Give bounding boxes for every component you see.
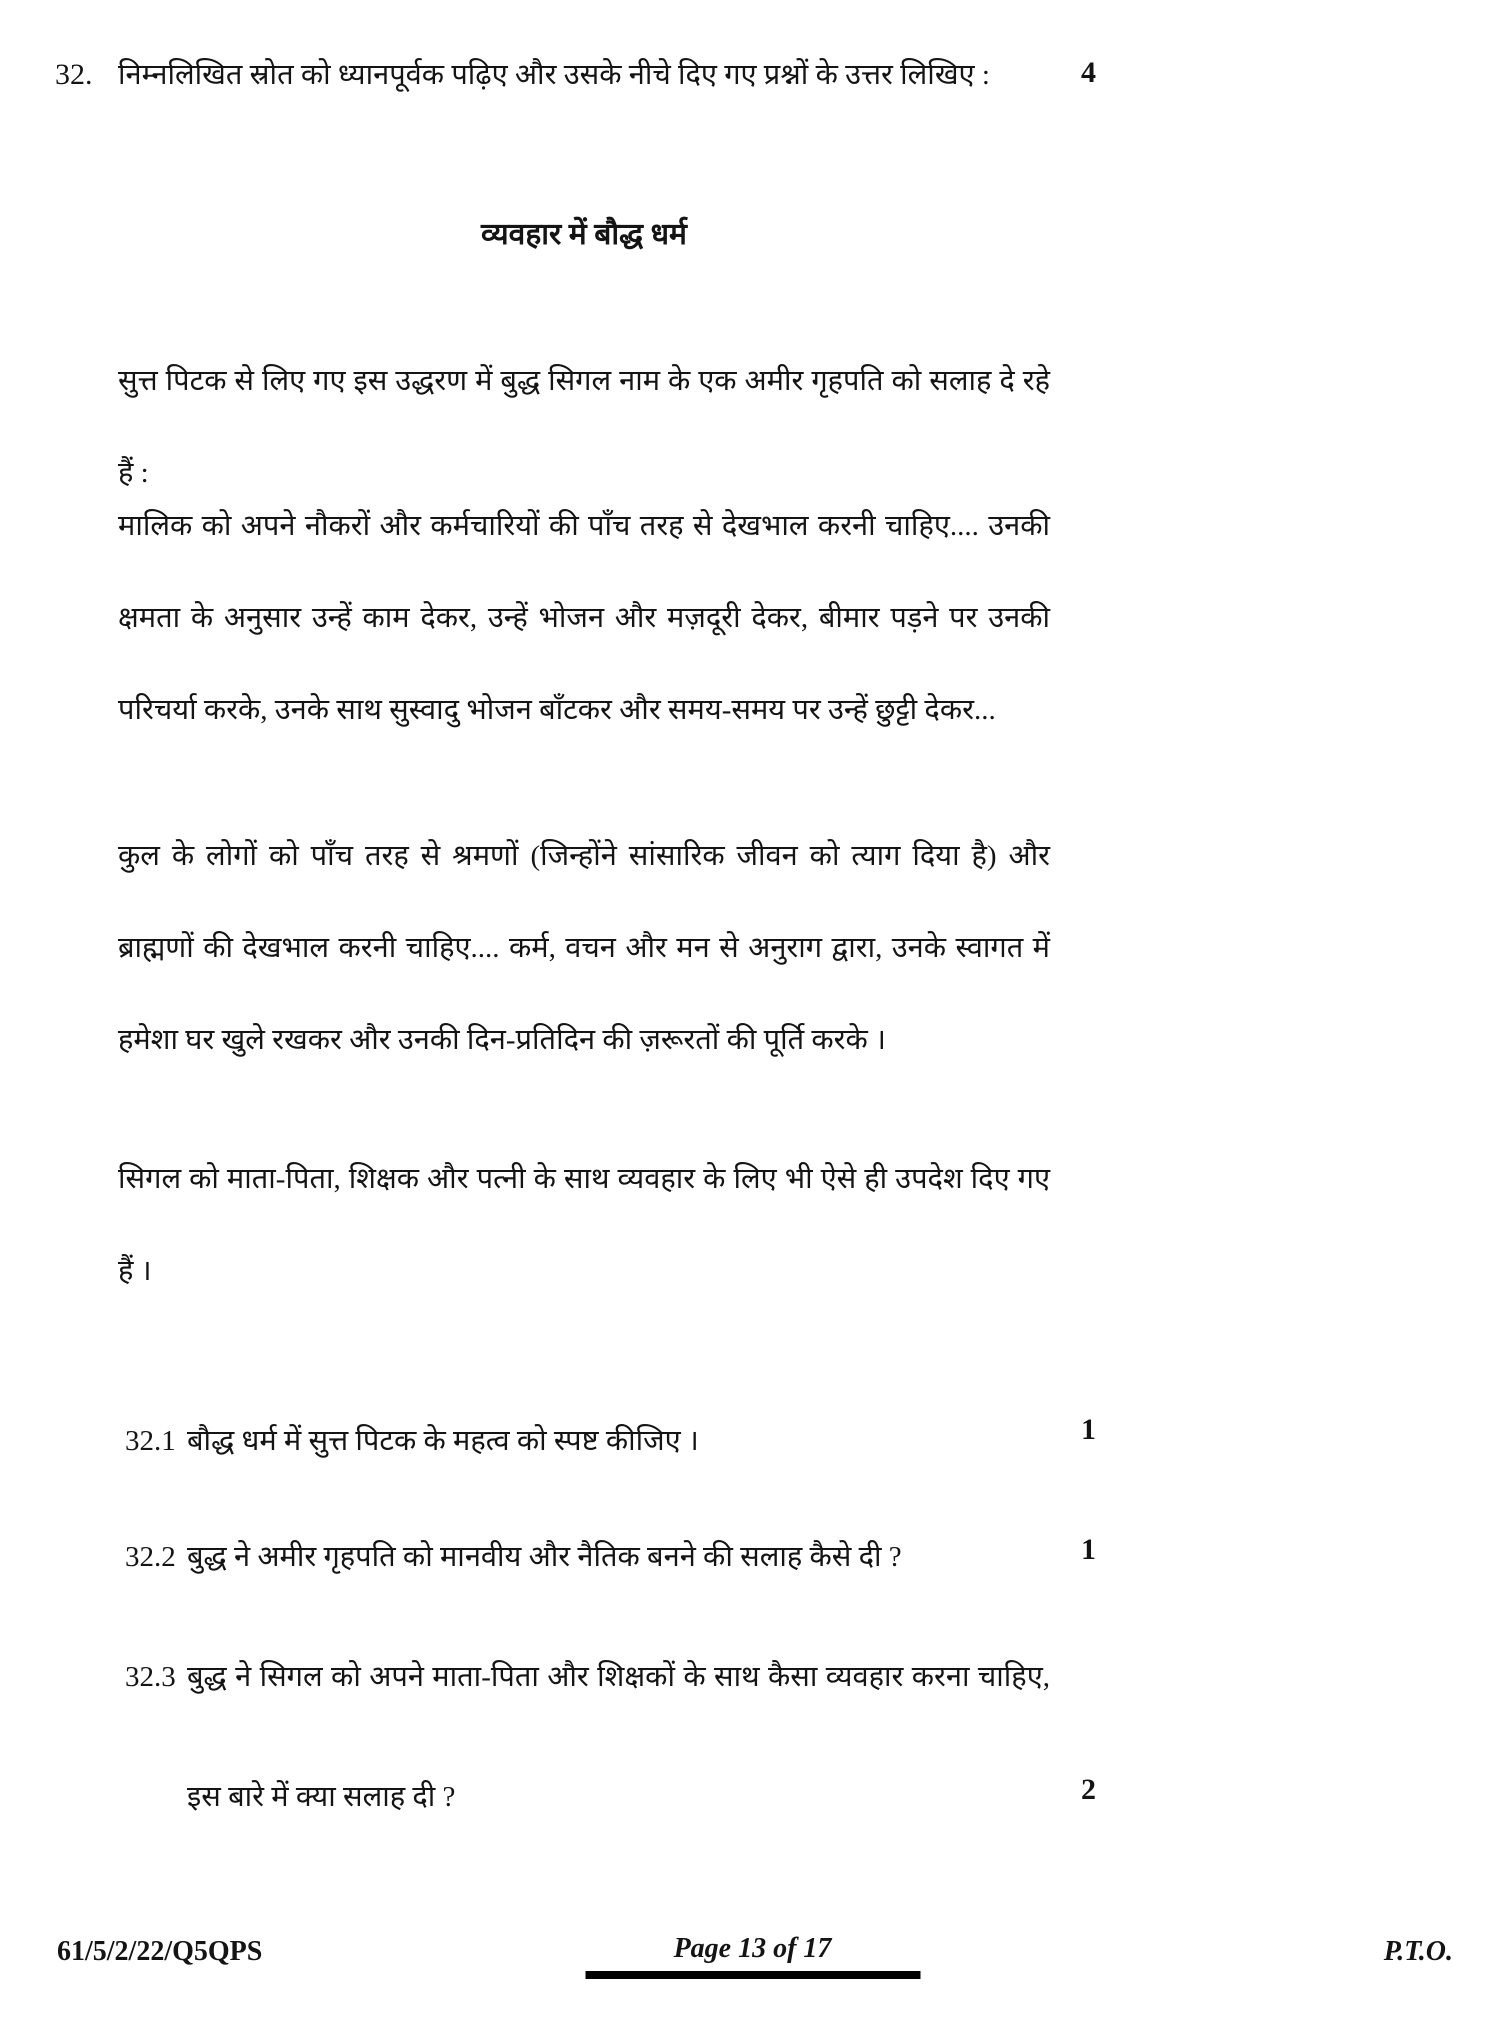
sub-question-32-2: [125, 1511, 1050, 1603]
source-paragraph-4: सिगल को माता-पिता, शिक्षक और पत्नी के साथ व्यवहार के लिए भी ऐसे ही उपदेश दिए गए हैं ।: [118, 1163, 1050, 1287]
sub-question-32-2-marks: 1: [1081, 1533, 1096, 1566]
page-number-label: Page 13 of 17: [673, 1933, 832, 1964]
source-heading: व्यवहार में बौद्ध धर्म: [480, 218, 687, 251]
sub-question-32-1: [125, 1395, 1050, 1487]
source-paragraph-2: मालिक को अपने नौकरों और कर्मचारियों की पाँच तरह से देखभाल करनी चाहिए.... उनकी क्षमता के अनुसार उन्हें काम देकर, उन्हें भोजन और मज़दूरी देकर, बीमार पड़ने पर उनकी परिचर्या करके, उनके साथ सुस्वादु भोजन बाँटकर और समय-समय पर उन्हें छुट्टी देकर...: [118, 510, 1050, 726]
sub-question-number: 32.3: [125, 1661, 176, 1693]
sub-question-number: 32.2: [125, 1541, 176, 1573]
sub-question-text: बुद्ध ने अमीर गृहपति को मानवीय और नैतिक बनने की सलाह कैसे दी ?: [187, 1541, 902, 1573]
pto-label: P.T.O.: [1383, 1936, 1453, 1967]
question-32: [55, 52, 1055, 98]
source-paragraph-1: सुत्त पिटक से लिए गए इस उद्धरण में बुद्ध सिगल नाम के एक अमीर गृहपति को सलाह दे रहे हैं :: [118, 365, 1050, 489]
page-number-underline: [585, 1971, 920, 1979]
sub-question-text: बौद्ध धर्म में सुत्त पिटक के महत्व को स्पष्ट कीजिए ।: [187, 1425, 699, 1457]
sub-question-32-3-marks: 2: [1081, 1773, 1096, 1806]
sub-question-number: 32.1: [125, 1425, 176, 1457]
source-paragraph-3: कुल के लोगों को पाँच तरह से श्रमणों (जिन्होंने सांसारिक जीवन को त्याग दिया है) और ब्राह्मणों की देखभाल करनी चाहिए.... कर्म, वचन और मन से अनुराग द्वारा, उनके स्वागत में हमेशा घर खुले रखकर और उनकी दिन-प्रतिदिन की ज़रूरतों की पूर्ति करके ।: [118, 840, 1050, 1056]
question-marks: 4: [1081, 56, 1096, 89]
question-number: 32.: [55, 58, 93, 91]
paper-code: 61/5/2/22/Q5QPS: [57, 1936, 263, 1967]
sub-question-text: बुद्ध ने सिगल को अपने माता-पिता और शिक्षकों के साथ कैसा व्यवहार करना चाहिए, इस बारे में क्या सलाह दी ?: [187, 1661, 1050, 1813]
sub-question-32-3: [125, 1617, 1050, 1857]
question-text: निम्नलिखित स्रोत को ध्यानपूर्वक पढ़िए और उसके नीचे दिए गए प्रश्नों के उत्तर लिखिए :: [118, 59, 990, 91]
sub-question-32-1-marks: 1: [1081, 1413, 1096, 1446]
